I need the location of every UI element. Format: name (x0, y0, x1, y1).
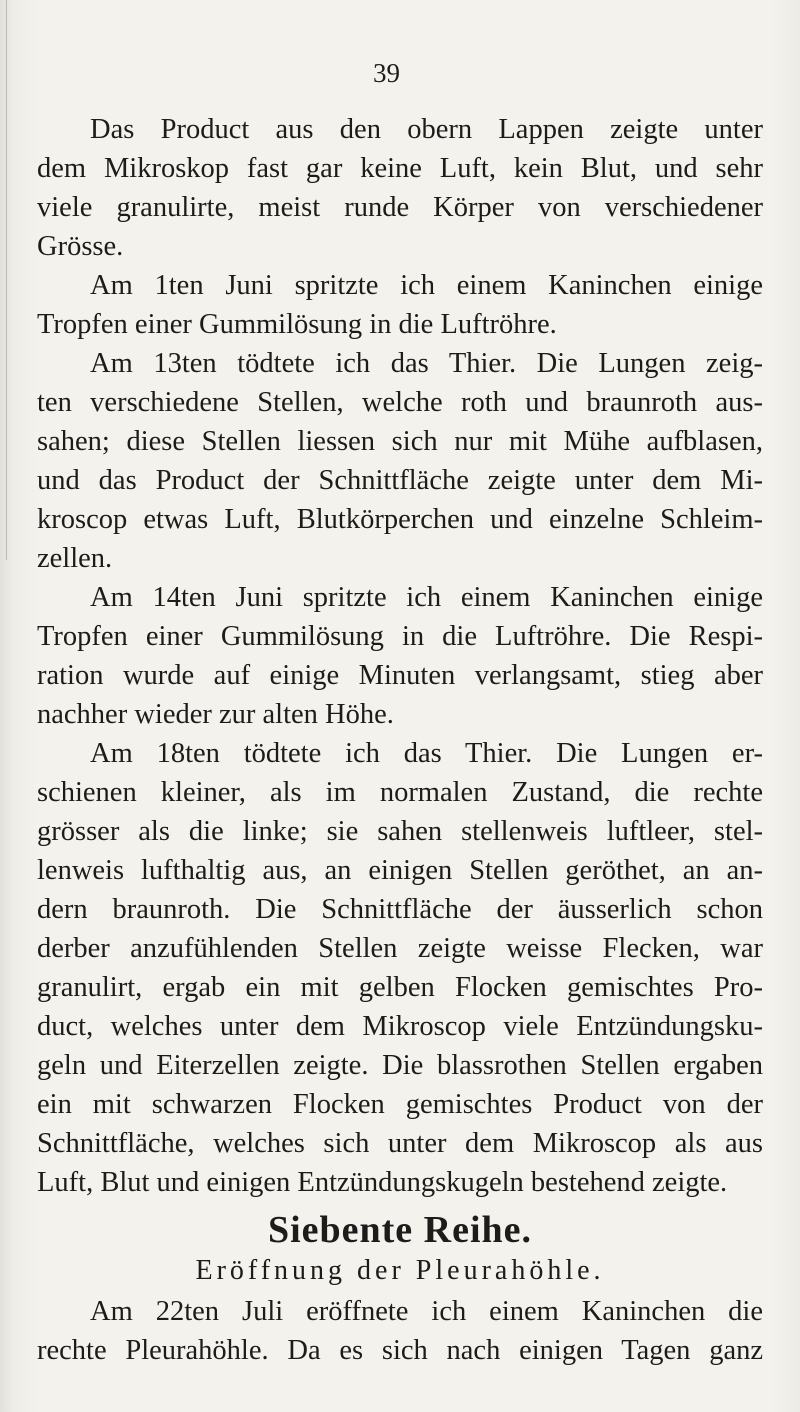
text-line: und das Product der Schnittfläche zeigte unter dem Mi- (37, 465, 763, 496)
section-heading: Siebente Reihe. (267, 1209, 533, 1251)
text-line: Am 13ten tödtete ich das Thier. Die Lungen zeig- (90, 348, 763, 379)
text-line: Luft, Blut und einigen Entzündungskugeln bestehend zeigte. (37, 1167, 728, 1198)
text-line: nachher wieder zur alten Höhe. (37, 699, 394, 730)
text-line: zellen. (37, 543, 113, 574)
section-subheading: Eröffnung der Pleurahöhle. (195, 1255, 605, 1286)
text-line: Das Product aus den obern Lappen zeigte unter (90, 114, 763, 145)
text-line: Schnittfläche, welches sich unter dem Mikroscop als aus (37, 1128, 763, 1159)
text-line: rechte Pleurahöhle. Da es sich nach einigen Tagen ganz (37, 1335, 763, 1366)
text-line: granulirt, ergab ein mit gelben Flocken gemischtes Pro- (37, 972, 763, 1003)
text-line: Tropfen einer Gummilösung in die Luftröhre. (37, 309, 557, 340)
text-line: Am 18ten tödtete ich das Thier. Die Lungen er- (90, 738, 763, 769)
text-line: geln und Eiterzellen zeigte. Die blassrothen Stellen ergaben (37, 1050, 763, 1081)
text-line: ration wurde auf einige Minuten verlangsamt, stieg aber (37, 660, 763, 691)
page-edge-shadow (6, 0, 7, 560)
text-line: derber anzufühlenden Stellen zeigte weisse Flecken, war (37, 933, 763, 964)
text-line: ten verschiedene Stellen, welche roth und braunroth aus- (37, 387, 763, 418)
text-line: Tropfen einer Gummilösung in die Luftröhre. Die Respi- (37, 621, 763, 652)
text-line: Grösse. (37, 231, 124, 262)
page-number: 39 (373, 58, 400, 88)
text-line: dern braunroth. Die Schnittfläche der äusserlich schon (37, 894, 763, 925)
text-line: viele granulirte, meist runde Körper von verschiedener (37, 192, 763, 223)
text-line: Am 1ten Juni spritzte ich einem Kaninchen einige (90, 270, 763, 301)
text-line: Am 22ten Juli eröffnete ich einem Kaninchen die (90, 1296, 763, 1327)
text-line: dem Mikroskop fast gar keine Luft, kein Blut, und sehr (37, 153, 763, 184)
text-line: ein mit schwarzen Flocken gemischtes Product von der (37, 1089, 763, 1120)
text-line: duct, welches unter dem Mikroscop viele Entzündungsku- (37, 1011, 763, 1042)
text-line: sahen; diese Stellen liessen sich nur mit Mühe aufblasen, (37, 426, 763, 457)
text-line: Am 14ten Juni spritzte ich einem Kaninchen einige (90, 582, 763, 613)
text-line: schienen kleiner, als im normalen Zustand, die rechte (37, 777, 763, 808)
text-line: grösser als die linke; sie sahen stellenweis luftleer, stel- (37, 816, 763, 847)
text-line: kroscop etwas Luft, Blutkörperchen und einzelne Schleim- (37, 504, 763, 535)
text-line: lenweis lufthaltig aus, an einigen Stellen geröthet, an an- (37, 855, 763, 886)
